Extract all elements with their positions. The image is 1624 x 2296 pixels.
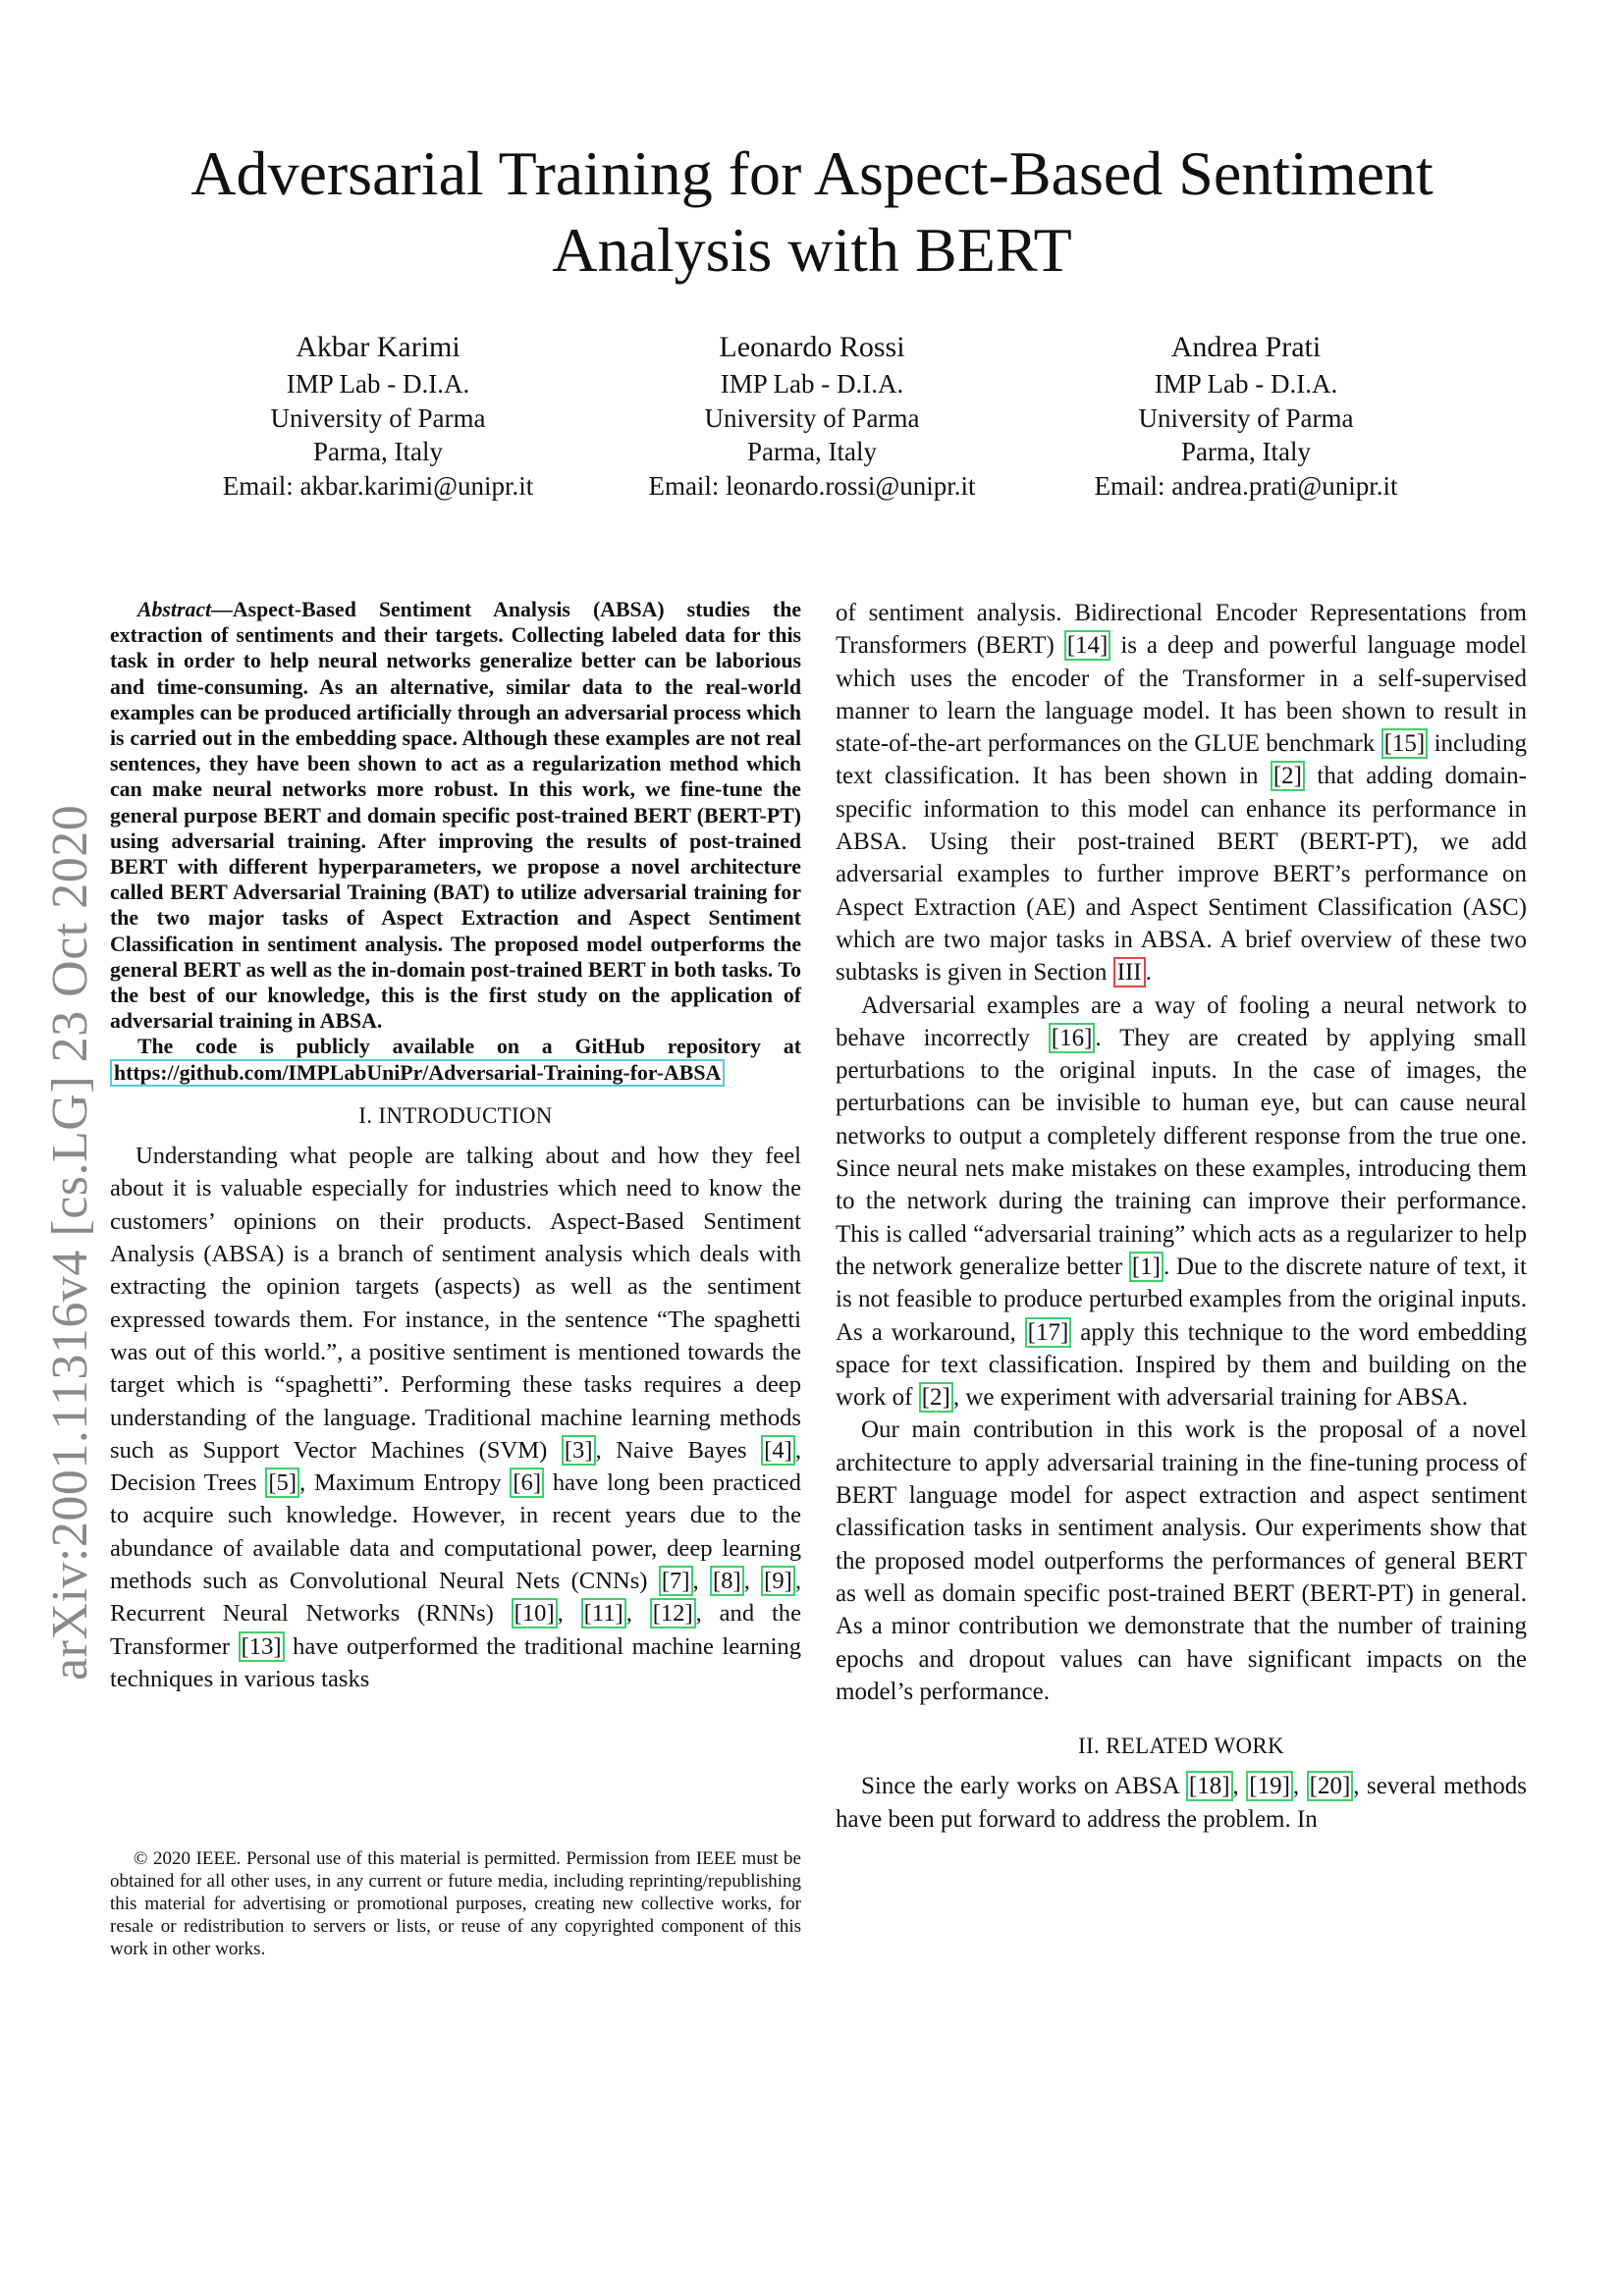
text-run: is a deep and powerful language model which uses the encoder of the Transformer in a self-supervised manner to learn the language model. It has been shown to result in state-of-the-art performances on the GLUE benchmark — [836, 632, 1527, 758]
adversarial-paragraph — [836, 989, 1527, 1415]
citation-link[interactable]: [1] — [1129, 1252, 1164, 1282]
author-3 — [1030, 330, 1462, 503]
arxiv-side-stamp: arXiv:2001.11316v4 [cs.LG] 23 Oct 2020 — [42, 804, 98, 1681]
github-link[interactable]: https://github.com/IMPLabUniPr/Adversarial-Training-for-ABSA — [110, 1059, 725, 1087]
citation-link[interactable]: [19] — [1246, 1771, 1293, 1801]
text-run: Since the early works on ABSA — [861, 1773, 1186, 1800]
text-run: including text classification. It has been shown in — [836, 730, 1527, 790]
citation-link[interactable]: [14] — [1064, 630, 1111, 661]
author-name: Andrea Prati — [1170, 331, 1322, 363]
author-lab: IMP Lab - D.I.A. — [720, 369, 904, 399]
citation-link[interactable]: [6] — [510, 1468, 544, 1498]
code-availability-note — [110, 1034, 801, 1085]
citation-link[interactable]: [2] — [1271, 761, 1305, 791]
citation-link[interactable]: [18] — [1186, 1771, 1233, 1801]
citation-link[interactable]: [2] — [919, 1382, 953, 1413]
author-location: Parma, Italy — [1181, 437, 1311, 466]
text-run: , — [625, 1600, 650, 1628]
intro-paragraph — [110, 1140, 801, 1695]
author-university: University of Parma — [1138, 402, 1354, 433]
citation-link[interactable]: [16] — [1049, 1023, 1096, 1053]
citation-link[interactable]: [12] — [650, 1598, 696, 1629]
text-run: , — [692, 1568, 710, 1595]
section-reference-link[interactable]: III — [1113, 957, 1146, 988]
section-title-rest: ELATED — [1120, 1734, 1215, 1759]
citation-link[interactable]: [3] — [562, 1435, 596, 1466]
author-2 — [596, 330, 1028, 503]
text-run: . — [1145, 959, 1152, 987]
citation-link[interactable]: [8] — [710, 1566, 744, 1596]
related-work-paragraph — [836, 1770, 1527, 1836]
citation-link[interactable]: [15] — [1381, 728, 1429, 759]
author-university: University of Parma — [704, 402, 920, 433]
text-run: , Recurrent Neural Networks (RNNs) — [110, 1568, 802, 1628]
author-location: Parma, Italy — [313, 437, 443, 466]
intro-paragraph-continued — [836, 597, 1527, 989]
paper-title: Adversarial Training for Aspect-Based Sentiment Analysis with BERT — [190, 138, 1434, 285]
text-run: , — [557, 1600, 581, 1628]
text-run: , several methods have been put forward to address the problem. In — [836, 1773, 1527, 1833]
author-location: Parma, Italy — [747, 437, 877, 466]
text-run: , and the Transformer — [110, 1600, 802, 1660]
text-run: apply this technique to the word embedding space for text classification. Inspired by them and building on the work of — [836, 1318, 1527, 1412]
citation-link[interactable]: [7] — [659, 1566, 693, 1596]
author-block — [162, 330, 1462, 503]
left-column — [110, 597, 801, 1695]
text-run: , we experiment with adversarial training for ABSA. — [952, 1384, 1469, 1412]
citation-link[interactable]: [10] — [512, 1598, 558, 1629]
code-note-text: The code is publicly available on a GitHub repository at — [137, 1035, 801, 1059]
text-run: , Naive Bayes — [595, 1436, 762, 1464]
text-run: that adding domain-specific information to this model can enhance its performance in ABSA. Using their post-trained BERT (BERT-PT), we add adversarial examples to further improve BERT’s performance on Aspect Extraction (AE) and Aspect Sentiment Classification (ASC) which are two major tasks in ABSA. A brief overview of these two subtasks is given in Section — [836, 763, 1527, 987]
section-number: I. — [358, 1102, 373, 1128]
text-run: , Decision Trees — [110, 1436, 801, 1497]
author-name: Akbar Karimi — [296, 331, 460, 363]
text-run: have outperformed the traditional machine learning techniques in various tasks — [110, 1632, 801, 1692]
author-email: Email: leonardo.rossi@unipr.it — [648, 470, 976, 501]
author-university: University of Parma — [270, 402, 486, 433]
text-run: , — [743, 1568, 762, 1595]
section-initial: R — [1106, 1734, 1121, 1759]
author-email: Email: andrea.prati@unipr.it — [1094, 470, 1398, 501]
section-initial: W — [1214, 1734, 1236, 1759]
citation-link[interactable]: [13] — [239, 1631, 285, 1662]
text-run: Adversarial examples are a way of fooling a neural network to behave incorrectly — [836, 991, 1527, 1051]
contribution-paragraph: Our main contribution in this work is the proposal of a novel architecture to apply adversarial training in the fine-tuning process of BERT language model for aspect extraction and aspect sentiment classification tasks in sentiment analysis. Our experiments show that the proposed model outperforms the performances of general BERT as well as domain specific post-trained BERT (BERT-PT) in general. As a minor contribution we demonstrate that the number of training epochs and dropout values can have significant impacts on the model’s performance. — [836, 1416, 1527, 1705]
section-heading-introduction — [110, 1099, 801, 1132]
citation-link[interactable]: [9] — [761, 1566, 795, 1596]
copyright-notice: © 2020 IEEE. Personal use of this material is permitted. Permission from IEEE must be obtained for all other uses, in any current or future media, including reprinting/republishing this material for advertising or promotional purposes, creating new collective works, for resale or redistribution to servers or lists, or reuse of any copyrighted component of this work in other works. — [110, 1848, 801, 1959]
citation-link[interactable]: [4] — [761, 1435, 795, 1466]
section-title-rest: NTRODUCTION — [386, 1102, 553, 1128]
section-number: II. — [1078, 1734, 1101, 1759]
section-initial: I — [378, 1102, 387, 1128]
section-heading-related-work — [836, 1730, 1527, 1762]
right-column — [836, 597, 1527, 1836]
author-name: Leonardo Rossi — [719, 331, 905, 363]
section-title-rest: ORK — [1235, 1734, 1284, 1759]
abstract-lead: Abstract — [137, 598, 212, 621]
author-lab: IMP Lab - D.I.A. — [286, 369, 470, 399]
text-run: , Maximum Entropy — [299, 1469, 511, 1497]
text-run: . They are created by applying small perturbations to the original inputs. In the case of images, the perturbations can be invisible to human eye, but can cause neural networks to output a completely different response from the true one. Since neural nets make mistakes on these examples, introducing them to the network during the training can improve their performance. This is called “adversarial training” which acts as a regularizer to help the network generalize better — [836, 1024, 1527, 1280]
citation-link[interactable]: [20] — [1307, 1771, 1354, 1801]
abstract — [110, 597, 801, 1034]
text-run: have long been practiced to acquire such knowledge. However, in recent years due to the abundance of available data and computational power, deep learning methods such as Convolutional Neural Nets (CNNs) — [110, 1469, 801, 1595]
text-run: , — [1292, 1773, 1307, 1800]
citation-link[interactable]: [17] — [1025, 1317, 1072, 1348]
text-run: of sentiment analysis. Bidirectional Encoder Representations from Transformers (BERT) — [836, 600, 1527, 660]
citation-link[interactable]: [11] — [581, 1598, 626, 1629]
author-email: Email: akbar.karimi@unipr.it — [222, 470, 534, 501]
abstract-text: —Aspect-Based Sentiment Analysis (ABSA) studies the extraction of sentiments and their targets. Collecting labeled data for this task in order to help neural networks generalize better can be laborious and time-consuming. As an alternative, similar data to the real-world examples can be produced artificially through an adversarial process which is carried out in the embedding space. Although these examples are not real sentences, they have been shown to act as a regularization method which can make neural networks more robust. In this work, we fine-tune the general purpose BERT and domain specific post-trained BERT (BERT-PT) using adversarial training. After improving the results of post-trained BERT with different hyperparameters, we propose a novel architecture called BERT Adversarial Training (BAT) to utilize adversarial training for the two major tasks of Aspect Extraction and Aspect Sentiment Classification in sentiment analysis. The proposed model outperforms the general BERT as well as the in-domain post-trained BERT in both tasks. To the best of our knowledge, this is the first study on the application of adversarial training in ABSA. — [110, 598, 801, 1034]
author-lab: IMP Lab - D.I.A. — [1154, 369, 1338, 399]
citation-link[interactable]: [5] — [265, 1468, 299, 1498]
text-run: . Due to the discrete nature of text, it is not feasible to produce perturbed examples from the original inputs. As a workaround, — [836, 1253, 1527, 1346]
text-run: Understanding what people are talking about and how they feel about it is valuable especially for industries which need to know the customers’ opinions on their products. Aspect-Based Sentiment Analysis (ABSA) is a branch of sentiment analysis which deals with extracting the opinion targets (aspects) as well as the sentiment expressed towards them. For instance, in the sentence “The spaghetti was out of this world.”, a positive sentiment is mentioned towards the target which is “spaghetti”. Performing these tasks requires a deep understanding of the language. Traditional machine learning methods such as Support Vector Machines (SVM) — [110, 1143, 801, 1464]
author-1 — [162, 330, 594, 503]
text-run: , — [1232, 1773, 1247, 1800]
